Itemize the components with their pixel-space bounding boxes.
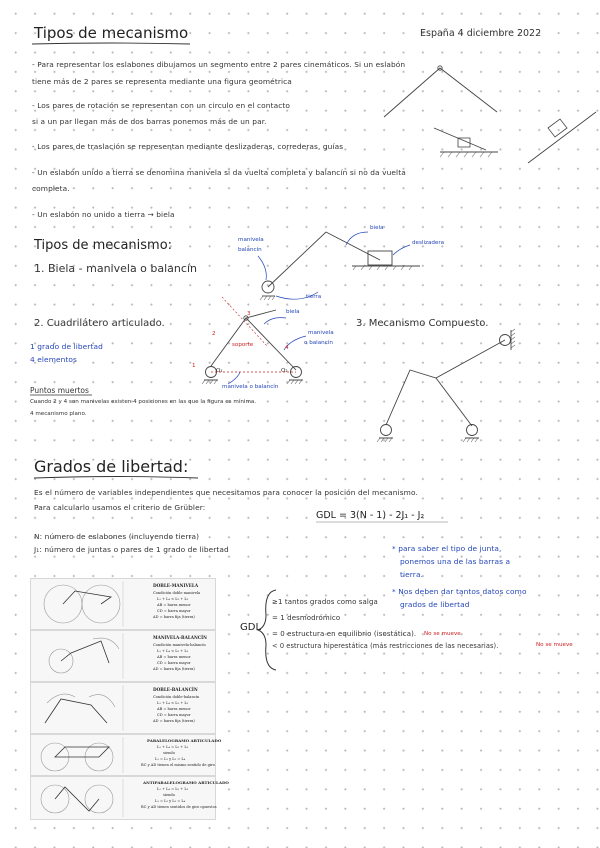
table-row-line: L₁ + L₄ < L₂ + L₃ <box>157 597 189 601</box>
label-biela: biela <box>286 309 300 315</box>
grados-line: Es el número de variables independientes que necesitamos para conocer la posición del mecanismo. <box>34 488 418 497</box>
table-row-line: Condición doble manivela <box>153 591 201 595</box>
gdl-case-warning: No se mueve <box>424 631 461 637</box>
puntos-muertos-line: 4 mecanismo plano. <box>30 411 87 417</box>
gdl-case: = 1 desmodrómico <box>272 614 341 622</box>
definition-n: N: número de eslabones (incluyendo tierra) <box>34 532 200 541</box>
blue-note: * para saber el tipo de junta, <box>392 544 502 553</box>
link-number: 1 <box>192 363 196 369</box>
blue-note: ponemos una de las barras a <box>400 557 511 566</box>
table-row-line: AB = barra menor <box>157 603 191 607</box>
label-manivela: manivela <box>238 237 264 243</box>
definition-j: J₁: número de juntas o pares de 1 grado de libertad <box>34 545 229 554</box>
note-gdl: 1 grado de libertad <box>30 342 103 351</box>
table-row <box>30 630 216 682</box>
table-row-line: CD = barra mayor <box>157 609 191 613</box>
gdl-case: ≥1 tantos grados como salga <box>272 598 378 606</box>
intro-line: - Para representar los eslabones dibujamos un segmento entre 2 pares cinemáticos. Si un eslabón <box>32 60 406 69</box>
table-row-line: AB = barra menor <box>157 655 191 659</box>
table-row-line: BC y AD tienen el mismo sentido de giro <box>141 763 215 767</box>
label-deslizadera: deslizadera <box>412 240 445 246</box>
intro-line: tiene más de 2 pares se representa mediante una figura geométrica <box>32 77 292 86</box>
puntos-muertos-heading: Puntos muertos <box>30 386 89 395</box>
intro-line: si a un par llegan más de dos barras ponemos más de un par. <box>32 117 267 126</box>
table-row-line: BC y AD tienen sentidos de giro opuestos <box>141 805 217 809</box>
table-row-title: MANIVELA-BALANCÍN <box>153 635 207 640</box>
mechanism-item: 3. Mecanismo Compuesto. <box>356 318 489 329</box>
note-elementos: 4 elementos <box>30 355 77 364</box>
label-soporte: soporte <box>232 342 254 348</box>
table-row-line: L₁ = L₃ y L₂ = L₄ <box>155 757 186 761</box>
link-number: 4 <box>285 345 289 351</box>
table-row-title: ANTIPARALELOGRAMO ARTICULADO <box>143 780 229 785</box>
gdl-case: = 0 estructura en equilibrio (isostática). <box>272 630 417 638</box>
table-row-line: AB = barra menor <box>157 707 191 711</box>
intro-line: - Un eslabón no unido a tierra → biela <box>32 210 175 219</box>
label-balancin: o balancín <box>304 340 333 346</box>
link-number: 2 <box>212 331 216 337</box>
table-row-title: PARALELOGRAMO ARTICULADO <box>147 738 222 743</box>
table-row-line: CD = barra mayor <box>157 661 191 665</box>
table-row-line: Condición doble-balancín <box>153 695 200 699</box>
mechanism-item: 1. Biela - manivela o balancín <box>34 262 197 275</box>
puntos-muertos-line: Cuando 2 y 4 son manivelas existen 4 posiciones en las que la figura es mínima. <box>30 399 257 405</box>
table-row-line: L₁ = L₃ y L₂ = L₄ <box>155 799 186 803</box>
link-number: 3 <box>247 311 251 317</box>
table-row-line: siendo <box>163 793 175 797</box>
label-balancin: balancín <box>238 247 262 253</box>
table-row-line: L₁ + L₄ = L₂ + L₃ <box>157 787 189 791</box>
blue-note: tierra. <box>400 570 424 579</box>
mechanism-item: 2. Cuadrilátero articulado. <box>34 318 165 329</box>
table-row-line: siendo <box>163 751 175 755</box>
intro-line: - Los pares de traslación se representan mediante deslizaderas, correderas, guías <box>32 142 344 151</box>
table-row-line: AD = barra fija (tierra) <box>153 615 195 619</box>
label-tierra: tierra <box>306 294 322 300</box>
page-date: España 4 diciembre 2022 <box>420 28 542 39</box>
table-row-line: AD = barra fija (tierra) <box>153 667 195 671</box>
grubler-formula: GDL = 3(N - 1) - 2J₁ - J₂ <box>316 510 425 521</box>
table-row <box>30 734 222 776</box>
table-row <box>30 682 216 734</box>
section-heading: Grados de libertad: <box>34 457 189 476</box>
label-biela: biela <box>370 225 384 231</box>
page-title: Tipos de mecanismo <box>34 24 189 42</box>
reference-table <box>30 578 229 818</box>
table-row-title: DOBLE-BALANCÍN <box>153 687 198 692</box>
intro-line: completa. <box>32 184 70 193</box>
blue-note: grados de libertad <box>400 600 470 609</box>
label-manivela-balancin: manivela o balancín <box>222 384 279 390</box>
pivot-label: O₁ <box>216 368 223 374</box>
table-row-line: L₁ + L₄ = L₂ + L₃ <box>157 745 189 749</box>
table-row-line: Condición manivela-balancín <box>153 643 206 647</box>
gdl-case-warning: No se mueve <box>536 642 573 648</box>
table-row <box>30 776 229 820</box>
grados-line: Para calcularlo usamos el criterio de Grübler: <box>34 503 206 512</box>
table-row-line: L₁ + L₄ < L₂ + L₃ <box>157 649 189 653</box>
table-row-title: DOBLE-MANIVELA <box>153 583 199 588</box>
gdl-label: GDL <box>240 622 262 633</box>
table-row-line: AD = barra fija (tierra) <box>153 719 195 723</box>
label-manivela: manivela <box>308 330 334 336</box>
table-row <box>30 578 216 630</box>
pivot-label: O₂ <box>281 368 288 374</box>
section-heading: Tipos de mecanismo: <box>34 238 173 253</box>
intro-line: - Los pares de rotación se representan con un circulo en el contacto <box>32 101 290 110</box>
table-row-line: CD = barra mayor <box>157 713 191 717</box>
intro-line: - Un eslabón unido a tierra se denomina manivela si da vuelta completa y balancín si no da vuelta <box>32 168 406 177</box>
table-row-line: L₁ + L₄ < L₂ + L₃ <box>157 701 189 705</box>
blue-note: * Nos deben dar tantos datos como <box>392 587 527 596</box>
gdl-case: < 0 estructura hiperestática (más restricciones de las necesarias). <box>272 642 499 650</box>
